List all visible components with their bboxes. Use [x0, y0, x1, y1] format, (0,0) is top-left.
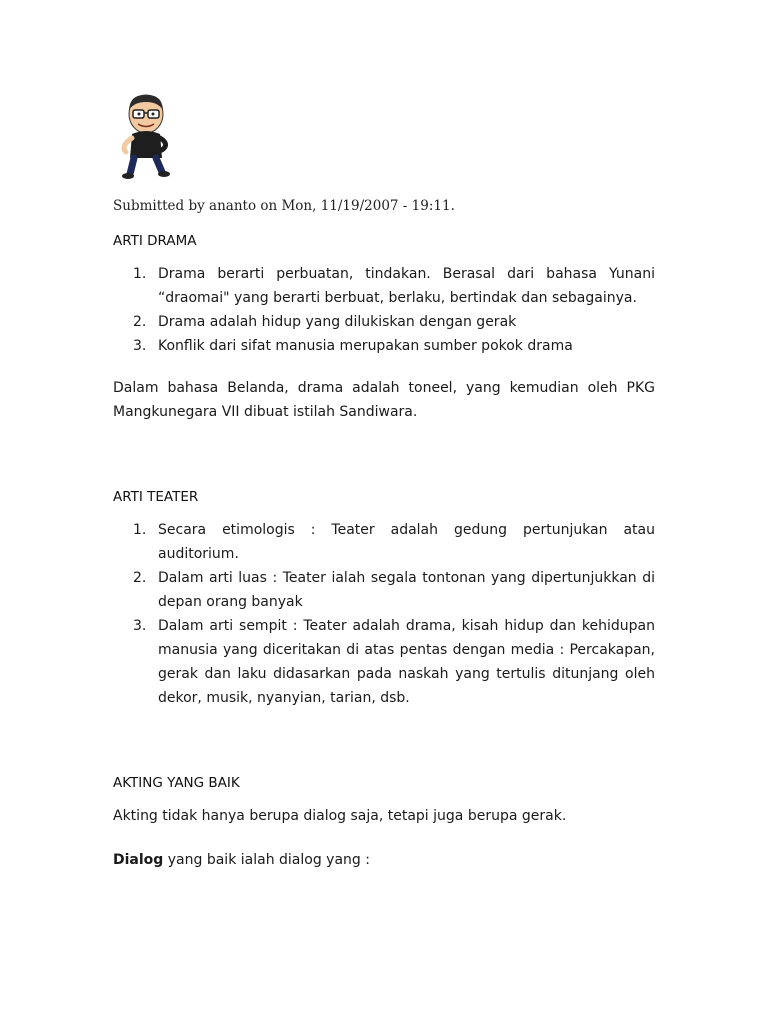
author-avatar-cartoon — [116, 92, 172, 180]
list-number: 1. — [133, 266, 147, 282]
dialog-bold-term: Dialog — [113, 852, 164, 868]
akting-paragraph: Akting tidak hanya berupa dialog saja, tetapi juga berupa gerak. — [113, 808, 567, 824]
list-text: Konflik dari sifat manusia merupakan sumber pokok drama — [158, 338, 573, 354]
list-item — [113, 614, 655, 710]
list-item — [113, 518, 655, 566]
list-text: Drama berarti perbuatan, tindakan. Berasal dari bahasa Yunani “draomai" yang berarti berbuat, berlaku, bertindak dan sebagainya. — [158, 266, 655, 306]
list-text: Drama adalah hidup yang dilukiskan dengan gerak — [158, 314, 517, 330]
submitted-by-line: Submitted by ananto on Mon, 11/19/2007 - 19:11. — [113, 198, 455, 214]
list-item — [113, 566, 655, 614]
list-item — [113, 310, 655, 334]
heading-arti-drama: ARTI DRAMA — [113, 233, 197, 249]
list-number: 2. — [133, 570, 147, 586]
list-number: 3. — [133, 338, 147, 354]
heading-akting-yang-baik: AKTING YANG BAIK — [113, 775, 240, 791]
teater-list — [113, 518, 655, 710]
list-number: 1. — [133, 522, 147, 538]
dialog-rest-text: yang baik ialah dialog yang : — [163, 852, 370, 868]
drama-list — [113, 262, 655, 358]
drama-paragraph: Dalam bahasa Belanda, drama adalah toneel, yang kemudian oleh PKG Mangkunegara VII dibuat istilah Sandiwara. — [113, 380, 655, 420]
list-text: Dalam arti sempit : Teater adalah drama, kisah hidup dan kehidupan manusia yang diceritakan di atas pentas dengan media : Percakapan, gerak dan laku didasarkan pada naskah yang tertulis ditunjang oleh dekor, musik, nyanyian, tarian, dsb. — [158, 618, 655, 706]
list-item — [113, 334, 655, 358]
list-number: 2. — [133, 314, 147, 330]
dialog-paragraph — [113, 848, 655, 872]
list-text: Secara etimologis : Teater adalah gedung pertunjukan atau auditorium. — [158, 522, 655, 562]
heading-arti-teater: ARTI TEATER — [113, 489, 199, 505]
list-item — [113, 262, 655, 310]
list-number: 3. — [133, 618, 147, 634]
list-text: Dalam arti luas : Teater ialah segala tontonan yang dipertunjukkan di depan orang banyak — [158, 570, 655, 610]
